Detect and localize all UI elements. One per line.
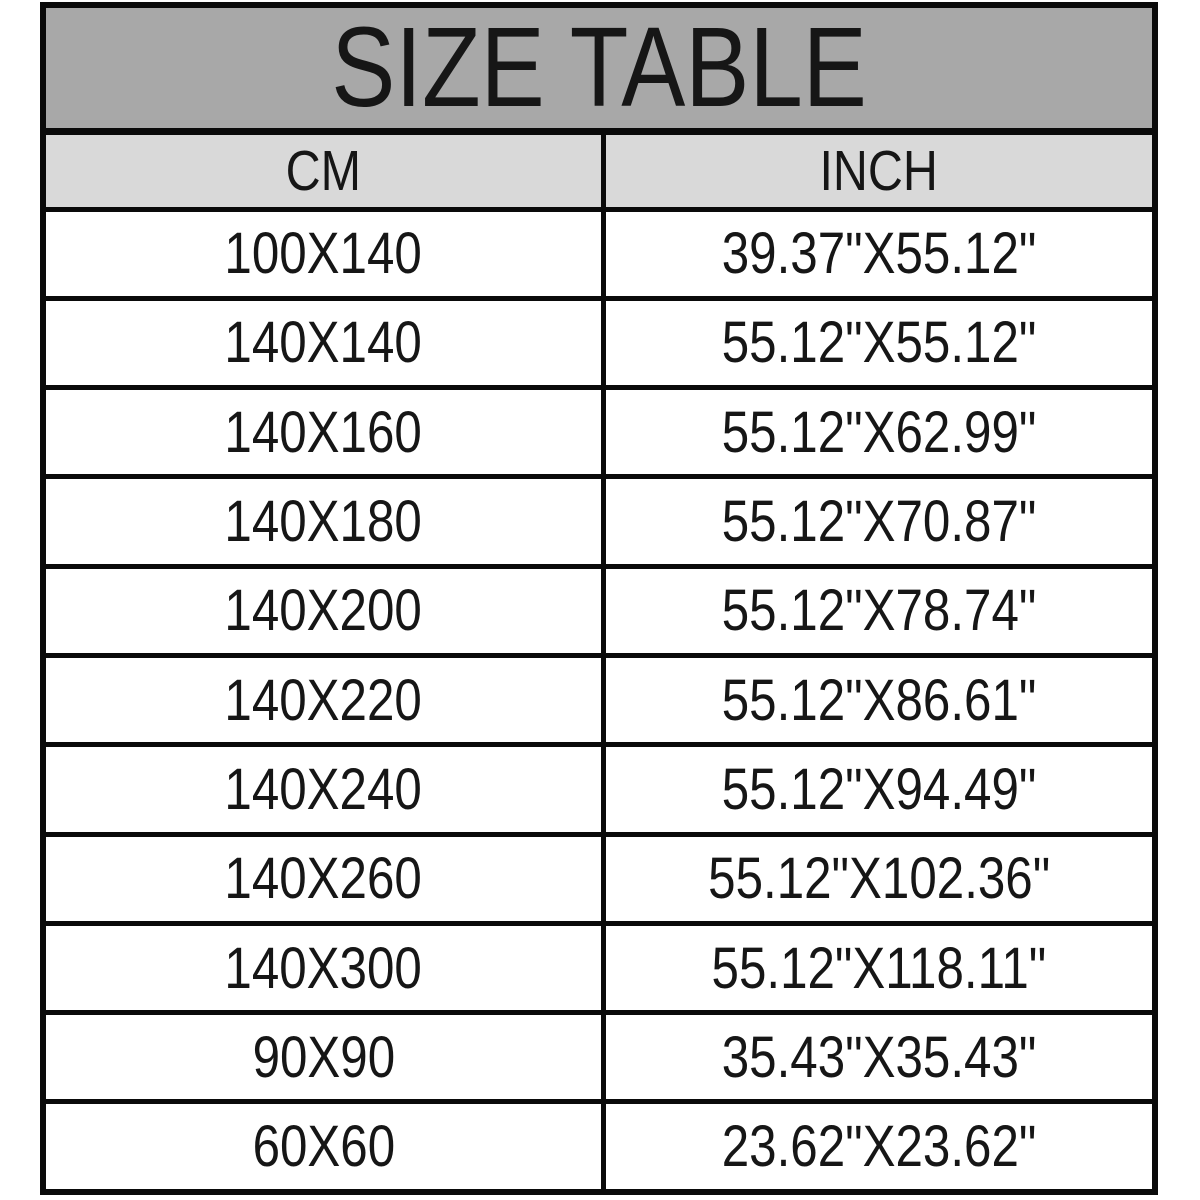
cm-value (43, 923, 603, 1012)
column-header-inch (603, 131, 1155, 209)
inch-value-text: 55.12"X86.61" (721, 667, 1037, 733)
inch-value (603, 298, 1155, 387)
cm-value-text: 140X240 (224, 756, 423, 822)
table-row (43, 923, 1155, 1012)
size-table (40, 2, 1158, 1195)
cm-value (43, 388, 603, 477)
column-header-row (43, 131, 1155, 209)
cm-value (43, 566, 603, 655)
table-row (43, 298, 1155, 387)
inch-value (603, 745, 1155, 834)
inch-value-text: 55.12"X78.74" (721, 578, 1037, 644)
table-row (43, 388, 1155, 477)
cm-value (43, 477, 603, 566)
inch-value (603, 1013, 1155, 1102)
inch-value-text: 39.37"X55.12" (721, 221, 1037, 287)
inch-value-text: 55.12"X102.36" (707, 846, 1050, 912)
cm-value-text: 100X140 (224, 221, 423, 287)
inch-value (603, 834, 1155, 923)
title-row (43, 5, 1155, 131)
inch-value-text: 35.43"X35.43" (721, 1024, 1037, 1090)
cm-value-text: 140X160 (224, 399, 423, 465)
table-row (43, 209, 1155, 298)
inch-value (603, 388, 1155, 477)
inch-value-text: 23.62"X23.62" (721, 1114, 1037, 1180)
cm-value (43, 298, 603, 387)
inch-value (603, 655, 1155, 744)
column-header-cm (43, 131, 603, 209)
inch-value (603, 209, 1155, 298)
cm-value-text: 140X140 (224, 310, 423, 376)
inch-value-text: 55.12"X55.12" (721, 310, 1037, 376)
table-row (43, 1013, 1155, 1102)
table-row (43, 566, 1155, 655)
inch-value-text: 55.12"X62.99" (721, 399, 1037, 465)
inch-value-text: 55.12"X118.11" (711, 935, 1047, 1001)
cm-value-text: 140X260 (224, 846, 423, 912)
cm-value (43, 209, 603, 298)
column-header-cm-label: CM (285, 138, 362, 203)
inch-value-text: 55.12"X94.49" (721, 756, 1037, 822)
cm-value-text: 140X180 (224, 489, 423, 555)
table-title (43, 5, 1155, 131)
table-row (43, 477, 1155, 566)
cm-value (43, 655, 603, 744)
cm-value-text: 60X60 (252, 1114, 395, 1180)
inch-value-text: 55.12"X70.87" (721, 489, 1037, 555)
inch-value (603, 566, 1155, 655)
table-row (43, 834, 1155, 923)
cm-value (43, 745, 603, 834)
cm-value-text: 90X90 (252, 1024, 395, 1090)
cm-value-text: 140X200 (224, 578, 423, 644)
table-row (43, 655, 1155, 744)
cm-value (43, 834, 603, 923)
inch-value (603, 923, 1155, 1012)
cm-value (43, 1013, 603, 1102)
table-row (43, 745, 1155, 834)
cm-value-text: 140X300 (224, 935, 423, 1001)
column-header-inch-label: INCH (819, 138, 939, 203)
cm-value (43, 1102, 603, 1192)
inch-value (603, 1102, 1155, 1192)
cm-value-text: 140X220 (224, 667, 423, 733)
table-row (43, 1102, 1155, 1192)
inch-value (603, 477, 1155, 566)
table-title-text: SIZE TABLE (331, 5, 867, 131)
